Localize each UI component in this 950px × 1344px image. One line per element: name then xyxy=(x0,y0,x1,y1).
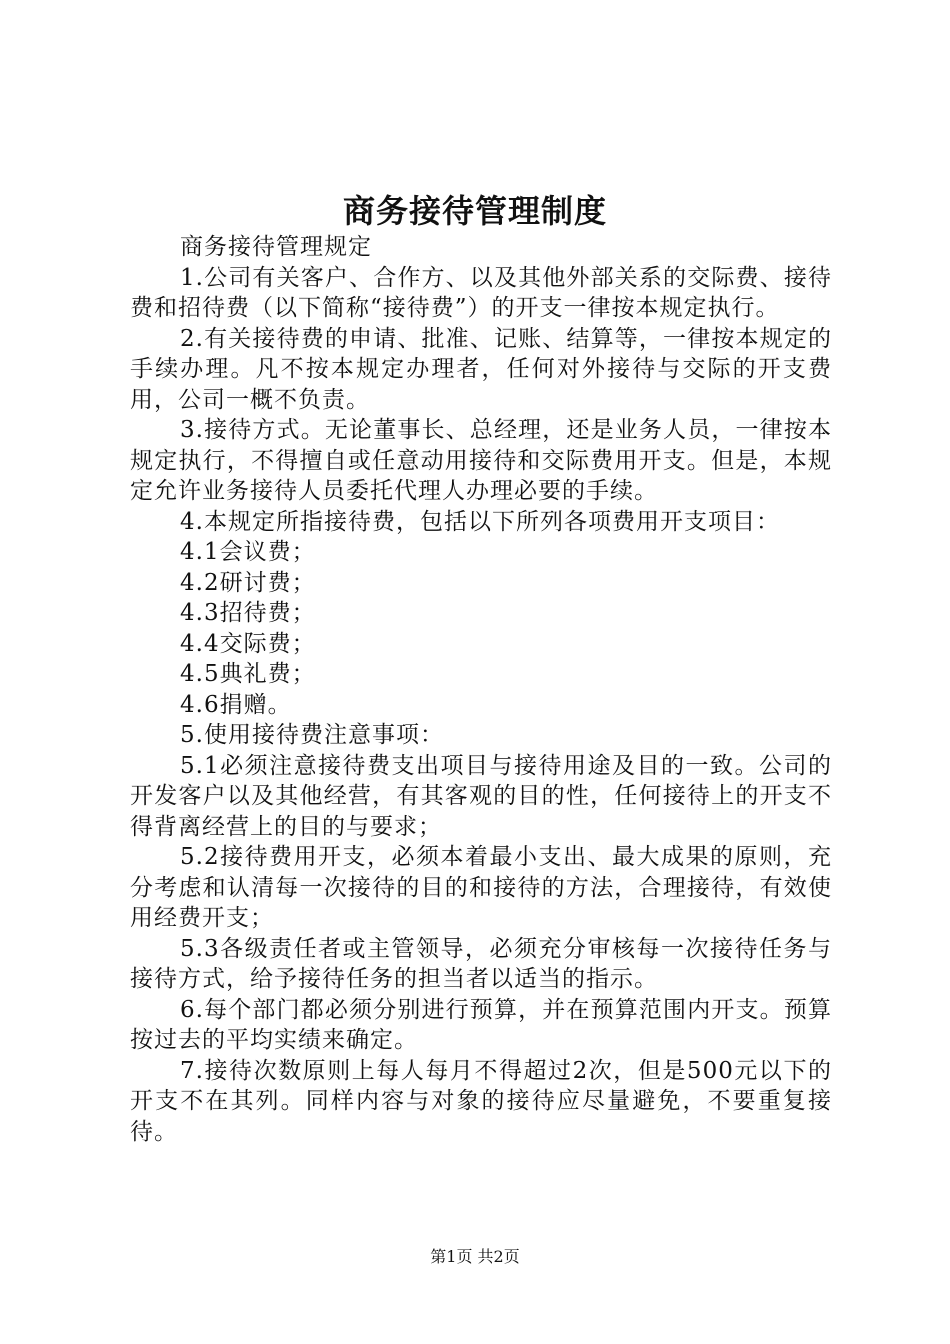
paragraph: 5.2接待费用开支，必须本着最小支出、最大成果的原则，充分考虑和认清每一次接待的目的和接待的方法，合理接待，有效使用经费开支； xyxy=(130,844,832,931)
document-body xyxy=(130,232,832,1147)
paragraph: 1.公司有关客户、合作方、以及其他外部关系的交际费、接待费和招待费（以下简称“接待费”）的开支一律按本规定执行。 xyxy=(130,264,832,321)
list-item: 4.2研讨费； xyxy=(180,569,316,596)
list-item: 4.5典礼费； xyxy=(180,661,316,687)
list-item: 4.6捐赠。 xyxy=(180,691,292,718)
paragraph: 6.每个部门都必须分别进行预算，并在预算范围内开支。预算按过去的平均实绩来确定。 xyxy=(130,996,832,1053)
paragraph: 2.有关接待费的申请、批准、记账、结算等，一律按本规定的手续办理。凡不按本规定办理者，任何对外接待与交际的开支费用，公司一概不负责。 xyxy=(130,325,832,413)
document-title: 商务接待管理制度 xyxy=(342,192,607,230)
paragraph: 5.1必须注意接待费支出项目与接待用途及目的一致。公司的开发客户以及其他经营，有其客观的目的性，任何接待上的开支不得背离经营上的目的与要求； xyxy=(130,752,832,840)
paragraph: 商务接待管理规定 xyxy=(180,234,372,260)
paragraph: 5.3各级责任者或主管领导，必须充分审核每一次接待任务与接待方式，给予接待任务的担当者以适当的指示。 xyxy=(130,935,832,992)
paragraph: 4.本规定所指接待费，包括以下所列各项费用开支项目： xyxy=(180,508,780,535)
paragraph: 7.接待次数原则上每人每月不得超过2次，但是500元以下的开支不在其列。同样内容与对象的接待应尽量避免，不要重复接待。 xyxy=(130,1057,832,1145)
list-item: 4.4交际费； xyxy=(180,630,316,657)
paragraph: 3.接待方式。无论董事长、总经理，还是业务人员，一律按本规定执行，不得擅自或任意动用接待和交际费用开支。但是，本规定允许业务接待人员委托代理人办理必要的手续。 xyxy=(130,417,832,504)
paragraph: 5.使用接待费注意事项： xyxy=(180,722,444,748)
page-number-footer: 第1页 共2页 xyxy=(430,1247,520,1266)
list-item: 4.1会议费； xyxy=(180,539,316,565)
list-item: 4.3招待费； xyxy=(180,600,316,626)
